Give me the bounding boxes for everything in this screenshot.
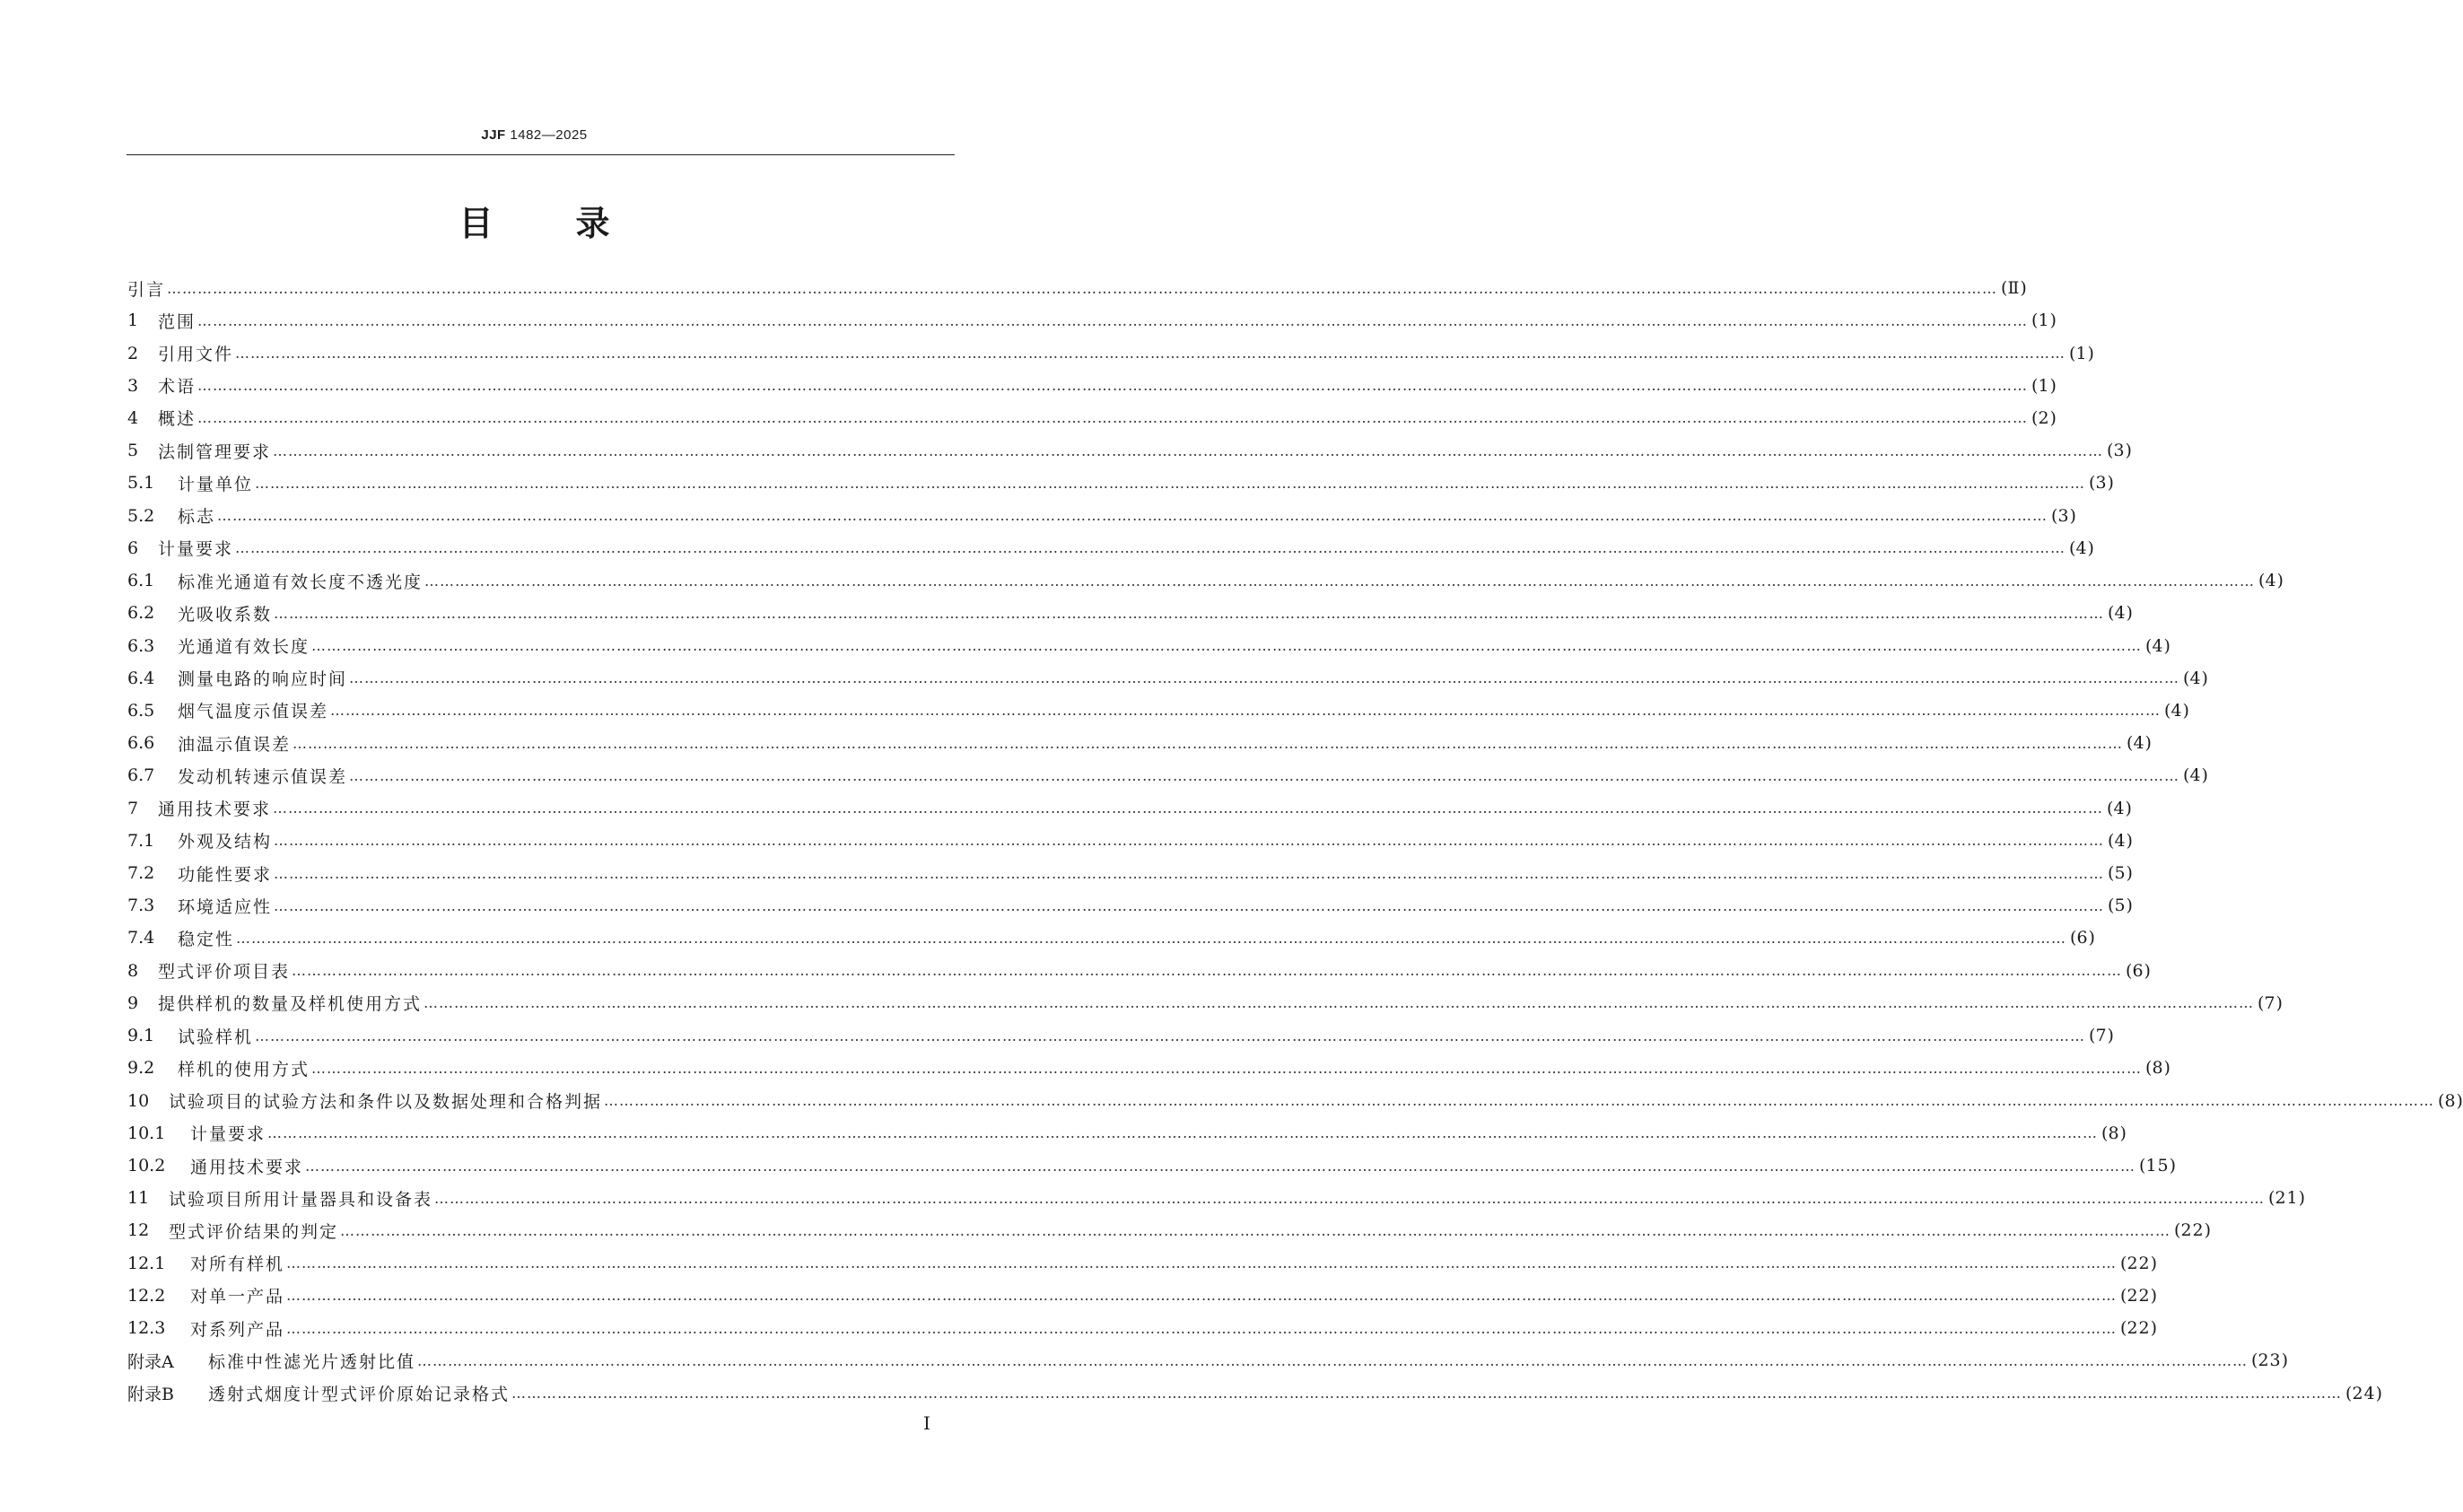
toc-entry[interactable] xyxy=(127,759,2208,791)
toc-leader-dots: ……………………………………………………………………………………………………………………………………………………………………………………………………………………………………………………………………………………………………………………………… xyxy=(286,1287,2118,1305)
toc-entry-number: 2 xyxy=(127,343,139,363)
toc-page-value: 22 xyxy=(2127,1253,2151,1273)
toc-leader-dots: ……………………………………………………………………………………………………………………………………………………………………………………………………………………………………………………………………………………………………………………………… xyxy=(286,1254,2118,1272)
toc-entry-page: (22) xyxy=(2174,1220,2212,1241)
toc-entry-number: 7.3 xyxy=(127,896,155,916)
toc-entry-title: 法制管理要求 xyxy=(158,441,272,462)
toc-entry-page: (3) xyxy=(2089,473,2114,494)
toc-entry-title: 计量要求 xyxy=(190,1124,266,1145)
toc-page-value: 1 xyxy=(2038,375,2050,396)
toc-entry[interactable] xyxy=(127,987,2283,1019)
toc-entry[interactable] xyxy=(127,1182,2306,1214)
toc-entry-page: (6) xyxy=(2126,960,2151,981)
toc-entry-title: 范围 xyxy=(158,311,197,332)
page-title xyxy=(0,196,1069,245)
toc-entry[interactable] xyxy=(127,370,2057,402)
toc-entry-title: 透射式烟度计型式评价原始记录格式 xyxy=(208,1385,511,1405)
toc-leader-dots: ……………………………………………………………………………………………………………………………………………………………………………………………………………………………………………………………………………………………………………………………… xyxy=(311,1059,2143,1077)
toc-page-value: 4 xyxy=(2152,635,2164,656)
toc-page-value: 4 xyxy=(2114,603,2127,624)
toc-entry-page: (4) xyxy=(2127,733,2152,754)
toc-page-value: 22 xyxy=(2127,1318,2151,1339)
toc-page-value: 22 xyxy=(2180,1220,2205,1241)
toc-entry-page: (4) xyxy=(2183,765,2208,786)
toc-entry-number: 1 xyxy=(127,310,139,331)
toc-entry-title: 引言 xyxy=(127,279,166,300)
toc-entry-title: 术语 xyxy=(158,377,197,398)
toc-entry-page: (2) xyxy=(2031,407,2057,428)
toc-leader-dots: ……………………………………………………………………………………………………………………………………………………………………………………………………………………………………………………………………………………………………………………………… xyxy=(236,929,2067,947)
toc-entry[interactable] xyxy=(127,1247,2158,1280)
toc-entry[interactable] xyxy=(127,1377,2383,1409)
toc-page-value: 4 xyxy=(2075,538,2088,558)
toc-entry-title: 概述 xyxy=(158,409,197,430)
toc-entry-number: 7.2 xyxy=(127,863,155,884)
toc-entry[interactable] xyxy=(127,922,2095,954)
toc-entry-title: 对系列产品 xyxy=(190,1319,285,1340)
title-char-2: 录 xyxy=(575,204,610,243)
toc-leader-dots: ……………………………………………………………………………………………………………………………………………………………………………………………………………………………………………………………………………………………………………………………… xyxy=(274,864,2105,882)
table-of-contents xyxy=(127,272,2463,1410)
toc-entry-page: (4) xyxy=(2108,603,2133,624)
toc-entry-number: 6.5 xyxy=(127,700,155,721)
toc-entry-title: 引用文件 xyxy=(158,345,234,365)
toc-entry-page: (8) xyxy=(2101,1123,2127,1143)
toc-entry[interactable] xyxy=(127,1280,2158,1312)
toc-entry[interactable] xyxy=(127,1214,2212,1246)
toc-entry[interactable] xyxy=(127,1084,2463,1116)
toc-entry-page: (1) xyxy=(2031,310,2057,331)
toc-entry-title: 光通道有效长度 xyxy=(178,637,310,658)
toc-entry-number: 7.4 xyxy=(127,928,155,948)
toc-entry-page: (5) xyxy=(2108,896,2133,916)
toc-page-value: 7 xyxy=(2095,1026,2108,1046)
toc-leader-dots: ……………………………………………………………………………………………………………………………………………………………………………………………………………………………………………………………………………………………………………………………… xyxy=(349,669,2180,687)
toc-entry-page: (22) xyxy=(2120,1318,2158,1339)
toc-leader-dots: ……………………………………………………………………………………………………………………………………………………………………………………………………………………………………………………………………………………………………………………………… xyxy=(273,800,2104,817)
toc-entry[interactable] xyxy=(127,402,2057,434)
toc-entry-number: 6.2 xyxy=(127,603,155,624)
toc-entry-number: 6.4 xyxy=(127,668,155,688)
toc-leader-dots: ……………………………………………………………………………………………………………………………………………………………………………………………………………………………………………………………………………………………………………………………… xyxy=(424,572,2256,590)
toc-entry-page: (21) xyxy=(2268,1188,2306,1209)
title-char-1: 目 xyxy=(459,204,493,243)
toc-entry[interactable] xyxy=(127,695,2189,727)
toc-entry-number: 4 xyxy=(127,407,139,428)
toc-leader-dots: ……………………………………………………………………………………………………………………………………………………………………………………………………………………………………………………………………………………………………………………………… xyxy=(330,702,2162,720)
toc-entry-page: (3) xyxy=(2107,441,2132,461)
toc-entry-page: (4) xyxy=(2258,571,2284,591)
toc-entry-page: (22) xyxy=(2120,1253,2158,1273)
toc-entry-title: 计量单位 xyxy=(178,474,254,494)
page-number: Ⅰ xyxy=(923,1412,930,1434)
toc-entry-page: (1) xyxy=(2069,343,2094,363)
toc-entry[interactable] xyxy=(127,434,2132,467)
toc-leader-dots: ……………………………………………………………………………………………………………………………………………………………………………………………………………………………………………………………………………………………………………………………… xyxy=(604,1092,2435,1110)
toc-entry-number: 7 xyxy=(127,798,139,818)
toc-entry-title: 稳定性 xyxy=(178,929,235,949)
toc-entry-page: (24) xyxy=(2345,1383,2383,1403)
toc-entry-title: 试验样机 xyxy=(178,1027,254,1047)
toc-entry-page: (8) xyxy=(2145,1058,2170,1079)
toc-page-value: Ⅱ xyxy=(2007,278,2021,299)
toc-entry-title: 标志 xyxy=(178,507,216,528)
toc-page-value: 3 xyxy=(2113,441,2126,461)
toc-entry-number: 12.1 xyxy=(127,1253,166,1273)
header-rule xyxy=(127,154,955,155)
toc-entry[interactable] xyxy=(127,955,2151,987)
toc-entry-page: (4) xyxy=(2069,538,2094,558)
toc-leader-dots: ……………………………………………………………………………………………………………………………………………………………………………………………………………………………………………………………………………………………………………………………… xyxy=(235,539,2066,557)
toc-entry-number: 7.1 xyxy=(127,830,155,851)
toc-leader-dots: ……………………………………………………………………………………………………………………………………………………………………………………………………………………………………………………………………………………………………………………………… xyxy=(167,279,1998,297)
toc-page-value: 7 xyxy=(2264,992,2276,1013)
toc-entry[interactable] xyxy=(127,336,2094,369)
toc-entry[interactable] xyxy=(127,857,2133,889)
toc-entry-title: 通用技术要求 xyxy=(158,800,272,820)
toc-leader-dots: ……………………………………………………………………………………………………………………………………………………………………………………………………………………………………………………………………………………………………………………………… xyxy=(217,507,2048,525)
toc-entry[interactable] xyxy=(127,792,2132,825)
toc-page-value: 1 xyxy=(2075,343,2088,363)
toc-leader-dots: ……………………………………………………………………………………………………………………………………………………………………………………………………………………………………………………………………………………………………………………………… xyxy=(274,604,2105,622)
toc-page-value: 15 xyxy=(2145,1156,2170,1176)
toc-leader-dots: ……………………………………………………………………………………………………………………………………………………………………………………………………………………………………………………………………………………………………………………………… xyxy=(235,345,2066,363)
toc-page-value: 6 xyxy=(2076,928,2089,948)
toc-entry-page: (3) xyxy=(2051,505,2076,526)
document-code xyxy=(0,127,1069,143)
toc-page-value: 21 xyxy=(2275,1188,2299,1209)
toc-page-value: 4 xyxy=(2113,798,2126,818)
toc-leader-dots: ……………………………………………………………………………………………………………………………………………………………………………………………………………………………………………………………………………………………………………………………… xyxy=(274,832,2105,850)
toc-page-value: 24 xyxy=(2352,1383,2376,1403)
toc-leader-dots: ……………………………………………………………………………………………………………………………………………………………………………………………………………………………………………………………………………………………………………………………… xyxy=(434,1189,2266,1207)
toc-page-value: 4 xyxy=(2170,700,2183,721)
toc-entry-title: 发动机转速示值误差 xyxy=(178,766,348,787)
toc-entry-number: 附录A xyxy=(127,1351,174,1372)
toc-entry-page: (4) xyxy=(2164,700,2189,721)
toc-entry-page: (23) xyxy=(2251,1350,2289,1371)
toc-leader-dots: ……………………………………………………………………………………………………………………………………………………………………………………………………………………………………………………………………………………………………………………………… xyxy=(273,441,2104,459)
toc-entry[interactable] xyxy=(127,1344,2289,1377)
toc-entry-number: 11 xyxy=(127,1188,150,1209)
toc-entry-number: 9.1 xyxy=(127,1026,155,1046)
toc-leader-dots: ……………………………………………………………………………………………………………………………………………………………………………………………………………………………………………………………………………………………………………………………… xyxy=(417,1351,2249,1369)
toc-entry-number: 6.7 xyxy=(127,765,155,786)
toc-entry[interactable] xyxy=(127,532,2094,564)
toc-entry-page: (4) xyxy=(2183,668,2208,688)
toc-entry-number: 9 xyxy=(127,992,139,1013)
toc-entry-title: 测量电路的响应时间 xyxy=(178,669,348,690)
toc-entry-number: 附录B xyxy=(127,1385,174,1405)
toc-entry-number: 10.1 xyxy=(127,1123,166,1143)
toc-entry-number: 3 xyxy=(127,375,139,396)
toc-entry[interactable] xyxy=(127,1019,2114,1052)
toc-page-value: 4 xyxy=(2133,733,2145,754)
toc-page-value: 5 xyxy=(2114,863,2127,884)
code-number: 1482—2025 xyxy=(510,127,588,143)
toc-leader-dots: ……………………………………………………………………………………………………………………………………………………………………………………………………………………………………………………………………………………………………………………………… xyxy=(293,734,2124,752)
toc-entry-page: (15) xyxy=(2139,1156,2177,1176)
toc-page-value: 22 xyxy=(2127,1285,2151,1306)
toc-leader-dots: ……………………………………………………………………………………………………………………………………………………………………………………………………………………………………………………………………………………………………………………………… xyxy=(197,409,2029,427)
toc-entry-title: 型式评价结果的判定 xyxy=(169,1221,339,1242)
toc-entry[interactable] xyxy=(127,597,2133,629)
toc-page-value: 4 xyxy=(2265,571,2277,591)
toc-entry-page: (4) xyxy=(2108,830,2133,851)
toc-entry-number: 10 xyxy=(127,1090,150,1111)
toc-leader-dots: ……………………………………………………………………………………………………………………………………………………………………………………………………………………………………………………………………………………………………………………………… xyxy=(511,1385,2343,1403)
toc-leader-dots: ……………………………………………………………………………………………………………………………………………………………………………………………………………………………………………………………………………………………………………………………… xyxy=(274,896,2105,914)
toc-page-value: 8 xyxy=(2108,1123,2120,1143)
toc-entry-number: 6.3 xyxy=(127,635,155,656)
toc-entry-number: 12.2 xyxy=(127,1285,166,1306)
toc-leader-dots: ……………………………………………………………………………………………………………………………………………………………………………………………………………………………………………………………………………………………………………………………… xyxy=(424,994,2255,1012)
toc-entry-page: (8) xyxy=(2438,1090,2463,1111)
toc-entry-number: 6.1 xyxy=(127,571,155,591)
toc-entry-title: 提供样机的数量及样机使用方式 xyxy=(158,994,423,1015)
toc-page-value: 3 xyxy=(2095,473,2108,494)
toc-entry-title: 标准中性滤光片透射比值 xyxy=(208,1351,416,1372)
toc-entry[interactable] xyxy=(127,727,2152,759)
toc-entry-title: 试验项目的试验方法和条件以及数据处理和合格判据 xyxy=(169,1092,603,1113)
toc-entry-page: (7) xyxy=(2089,1026,2114,1046)
toc-page-value: 4 xyxy=(2189,765,2202,786)
toc-entry[interactable] xyxy=(127,272,2027,304)
toc-page-value: 6 xyxy=(2132,960,2144,981)
toc-entry-number: 5.1 xyxy=(127,473,155,494)
toc-entry[interactable] xyxy=(127,629,2170,661)
toc-entry[interactable] xyxy=(127,1149,2177,1182)
toc-leader-dots: ……………………………………………………………………………………………………………………………………………………………………………………………………………………………………………………………………………………………………………………………… xyxy=(311,637,2143,655)
toc-entry-title: 型式评价项目表 xyxy=(158,962,291,983)
toc-entry-title: 油温示值误差 xyxy=(178,734,292,755)
toc-leader-dots: ……………………………………………………………………………………………………………………………………………………………………………………………………………………………………………………………………………………………………………………………… xyxy=(349,766,2180,784)
toc-leader-dots: ……………………………………………………………………………………………………………………………………………………………………………………………………………………………………………………………………………………………………………………………… xyxy=(197,377,2029,395)
toc-entry[interactable] xyxy=(127,1117,2127,1149)
toc-leader-dots: ……………………………………………………………………………………………………………………………………………………………………………………………………………………………………………………………………………………………………………………………… xyxy=(305,1157,2136,1175)
toc-leader-dots: ……………………………………………………………………………………………………………………………………………………………………………………………………………………………………………………………………………………………………………………………… xyxy=(255,1027,2086,1044)
toc-page-value: 4 xyxy=(2189,668,2202,688)
toc-page-value: 8 xyxy=(2152,1058,2164,1079)
toc-entry-title: 对所有样机 xyxy=(190,1254,285,1275)
toc-entry-title: 烟气温度示值误差 xyxy=(178,702,329,722)
toc-leader-dots: ……………………………………………………………………………………………………………………………………………………………………………………………………………………………………………………………………………………………………………………………… xyxy=(255,474,2086,492)
toc-entry-page: (7) xyxy=(2258,992,2283,1013)
toc-entry[interactable] xyxy=(127,1052,2170,1084)
toc-entry-title: 通用技术要求 xyxy=(190,1157,304,1177)
toc-entry-title: 环境适应性 xyxy=(178,896,273,917)
toc-leader-dots: ……………………………………………………………………………………………………………………………………………………………………………………………………………………………………………………………………………………………………………………………… xyxy=(267,1124,2099,1142)
toc-entry[interactable] xyxy=(127,825,2133,857)
toc-entry-title: 光吸收系数 xyxy=(178,604,273,625)
toc-entry-number: 10.2 xyxy=(127,1156,166,1176)
toc-entry-title: 对单一产品 xyxy=(190,1287,285,1307)
toc-entry-title: 标准光通道有效长度不透光度 xyxy=(178,572,424,592)
toc-page-value: 3 xyxy=(2057,505,2070,526)
toc-entry-page: (22) xyxy=(2120,1285,2158,1306)
toc-leader-dots: ……………………………………………………………………………………………………………………………………………………………………………………………………………………………………………………………………………………………………………………………… xyxy=(286,1319,2118,1337)
toc-leader-dots: ……………………………………………………………………………………………………………………………………………………………………………………………………………………………………………………………………………………………………………………………… xyxy=(340,1221,2171,1239)
toc-page-value: 8 xyxy=(2444,1090,2457,1111)
toc-page-value: 23 xyxy=(2258,1350,2282,1371)
toc-entry-number: 5.2 xyxy=(127,505,155,526)
toc-entry-page: (4) xyxy=(2145,635,2170,656)
toc-entry-title: 功能性要求 xyxy=(178,864,273,885)
toc-entry[interactable] xyxy=(127,500,2076,532)
toc-leader-dots: ……………………………………………………………………………………………………………………………………………………………………………………………………………………………………………………………………………………………………………………………… xyxy=(292,962,2123,980)
toc-page-value: 1 xyxy=(2038,310,2050,331)
toc-entry-page: (Ⅱ) xyxy=(2001,278,2027,299)
toc-entry-title: 试验项目所用计量器具和设备表 xyxy=(169,1189,433,1210)
toc-entry-page: (6) xyxy=(2070,928,2095,948)
toc-entry-number: 5 xyxy=(127,441,139,461)
toc-entry-title: 样机的使用方式 xyxy=(178,1059,310,1079)
code-prefix: JJF xyxy=(481,127,506,143)
toc-entry[interactable] xyxy=(127,564,2284,597)
toc-page-value: 4 xyxy=(2114,830,2127,851)
toc-leader-dots: ……………………………………………………………………………………………………………………………………………………………………………………………………………………………………………………………………………………………………………………………… xyxy=(197,311,2029,329)
toc-entry[interactable] xyxy=(127,467,2114,499)
toc-entry-number: 12.3 xyxy=(127,1318,166,1339)
toc-entry[interactable] xyxy=(127,1312,2158,1344)
toc-entry-number: 6.6 xyxy=(127,733,155,754)
toc-entry[interactable] xyxy=(127,662,2208,695)
toc-entry-page: (4) xyxy=(2107,798,2132,818)
toc-entry-title: 计量要求 xyxy=(158,539,234,560)
toc-entry[interactable] xyxy=(127,304,2057,336)
toc-entry[interactable] xyxy=(127,889,2133,922)
toc-entry-number: 12 xyxy=(127,1220,150,1241)
toc-entry-number: 9.2 xyxy=(127,1058,155,1079)
toc-entry-title: 外观及结构 xyxy=(178,832,273,852)
toc-entry-number: 6 xyxy=(127,538,139,558)
toc-page-value: 5 xyxy=(2114,896,2127,916)
toc-entry-number: 8 xyxy=(127,960,139,981)
toc-page-value: 2 xyxy=(2038,407,2050,428)
toc-entry-page: (1) xyxy=(2031,375,2057,396)
toc-entry-page: (5) xyxy=(2108,863,2133,884)
